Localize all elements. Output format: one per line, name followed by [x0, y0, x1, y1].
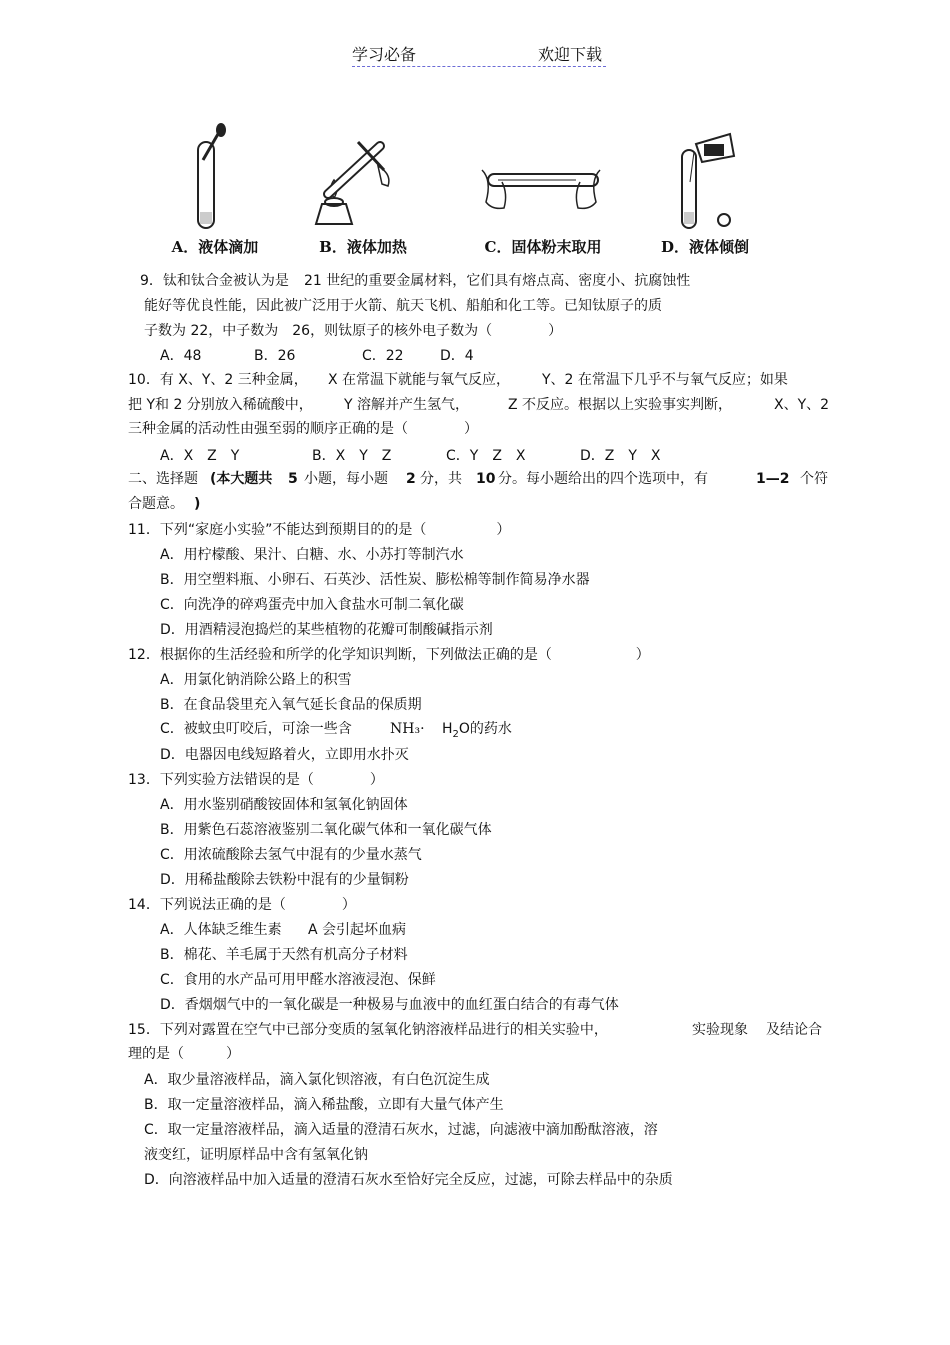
section2-part-b: (本大题共	[210, 471, 273, 487]
q9-option-d: D．4	[440, 348, 474, 364]
q13-option-a: A．用水鉴别硝酸铵固体和氢氧化钠固体	[160, 797, 408, 813]
q11-option-b: B．用空塑料瓶、小卵石、石英沙、活性炭、膨松棉等制作简易净水器	[160, 572, 590, 588]
q12-formula-nh3: NH₃·	[390, 721, 425, 737]
q14-option-a: A．人体缺乏维生素	[160, 922, 282, 938]
q14-option-c: C．食用的水产品可用甲醛水溶液浸泡、保鲜	[160, 972, 436, 988]
q10-line2a: 把 Y和 2 分别放入稀硫酸中，	[128, 397, 313, 413]
q10-line2c: Z 不反应。根据以上实验事实判断，	[508, 397, 733, 413]
lab-figures	[140, 122, 780, 262]
q15-line1a: 15．下列对露置在空气中已部分变质的氢氧化钠溶液样品进行的相关实验中，	[128, 1022, 608, 1038]
q11-option-c: C．向洗净的碎鸡蛋壳中加入食盐水可制二氧化碳	[160, 597, 464, 613]
section2-part-e: 2	[406, 471, 416, 487]
q12-option-c: C．被蚊虫叮咬后，可涂一些含	[160, 721, 352, 737]
section2-line2b: )	[194, 496, 201, 512]
section2-part-j: 个符	[800, 471, 828, 487]
q9-line3: 子数为 22，中子数为 26，则钛原子的核外电子数为（ ）	[144, 323, 563, 339]
powder-scoop-illustration	[468, 122, 618, 234]
header-left: 学习必备	[352, 45, 417, 64]
q15-line1c: 及结论合	[766, 1022, 822, 1038]
section2-part-g: 10	[476, 471, 496, 487]
q10-line1b: X 在常温下就能与氧气反应，	[328, 372, 511, 388]
q14-option-d: D．香烟烟气中的一氧化碳是一种极易与血液中的血红蛋白结合的有毒气体	[160, 997, 619, 1013]
q10-line3: 三种金属的活动性由强至弱的顺序正确的是（ ）	[128, 421, 478, 437]
q10-line1a: 10．有 X、Y、2 三种金属，	[128, 372, 308, 388]
q15-option-d: D．向溶液样品中加入适量的澄清石灰水至恰好完全反应，过滤，可除去样品中的杂质	[144, 1172, 673, 1188]
figure-d-caption: D．液体倾倒	[660, 238, 749, 256]
q9-line2: 能好等优良性能，因此被广泛用于火箭、航天飞机、船舶和化工等。已知钛原子的质	[144, 298, 662, 314]
q11-option-a: A．用柠檬酸、果汁、白糖、水、小苏打等制汽水	[160, 547, 464, 563]
figure-a-caption: A．液体滴加	[171, 238, 259, 256]
header-right: 欢迎下载	[537, 45, 602, 64]
figure-b-caption: B．液体加热	[319, 238, 407, 256]
q10-option-b: B．X Y Z	[312, 448, 392, 464]
q13-option-c: C．用浓硫酸除去氢气中混有的少量水蒸气	[160, 847, 422, 863]
q13-stem: 13．下列实验方法错误的是（ ）	[128, 772, 384, 788]
q12-option-a: A．用氯化钠消除公路上的积雪	[160, 672, 352, 688]
q12-option-c-post: O的药水	[458, 721, 512, 737]
q15-option-c-cont: 液变红，证明原样品中含有氢氧化钠	[144, 1147, 368, 1163]
q12-formula-h: H	[442, 721, 453, 737]
section2-title: 二、选择题	[128, 471, 198, 487]
figure-c	[468, 122, 618, 262]
figure-a	[140, 122, 290, 262]
q15-line1b: 实验现象	[692, 1022, 748, 1038]
q15-option-c: C．取一定量溶液样品，滴入适量的澄清石灰水，过滤，向滤液中滴加酚酞溶液，溶	[144, 1122, 658, 1138]
q15-line2: 理的是（ ）	[128, 1046, 240, 1062]
pouring-liquid-illustration	[630, 122, 780, 234]
section2-part-i: 1—2	[756, 471, 790, 487]
q9-option-b: B．26	[254, 348, 296, 364]
q14-option-b: B．棉花、羊毛属于天然有机高分子材料	[160, 947, 408, 963]
figure-d	[630, 122, 780, 262]
q13-option-d: D．用稀盐酸除去铁粉中混有的少量铜粉	[160, 872, 409, 888]
q14-option-a-tail: A 会引起坏血病	[308, 922, 407, 938]
q10-line2d: X、Y、2	[774, 397, 830, 413]
q9-option-a: A．48	[160, 348, 202, 364]
q9-line1b: 21 世纪的重要金属材料，它们具有熔点高、密度小、抗腐蚀性	[304, 273, 691, 289]
figure-c-caption: C．固体粉末取用	[484, 238, 602, 256]
q14-stem: 14．下列说法正确的是（ ）	[128, 897, 356, 913]
q11-stem: 11．下列“家庭小实验”不能达到预期目的的是（ ）	[128, 522, 511, 538]
heating-liquid-illustration	[288, 122, 438, 234]
q9-line1a: 9．钛和钛合金被认为是	[140, 273, 289, 289]
section2-part-f: 分，共	[420, 471, 462, 487]
q10-line2b: Y 溶解并产生氢气，	[344, 397, 470, 413]
q13-option-b: B．用紫色石蕊溶液鉴别二氧化碳气体和一氧化碳气体	[160, 822, 492, 838]
q10-option-c: C．Y Z X	[446, 448, 526, 464]
q10-option-d: D．Z Y X	[580, 448, 661, 464]
section2-part-h: 分。每小题给出的四个选项中，有	[498, 471, 708, 487]
q10-line1c: Y、2 在常温下几乎不与氧气反应；如果	[542, 372, 788, 388]
q15-option-b: B．取一定量溶液样品，滴入稀盐酸，立即有大量气体产生	[144, 1097, 504, 1113]
dropper-test-tube-illustration	[140, 122, 290, 234]
q12-option-b: B．在食品袋里充入氧气延长食品的保质期	[160, 697, 422, 713]
page-header	[352, 42, 606, 67]
q10-option-a: A．X Z Y	[160, 448, 240, 464]
q11-option-d: D．用酒精浸泡捣烂的某些植物的花瓣可制酸碱指示剂	[160, 622, 493, 638]
q9-option-c: C．22	[362, 348, 404, 364]
q15-option-a: A．取少量溶液样品，滴入氯化钡溶液，有白色沉淀生成	[144, 1072, 490, 1088]
q12-stem: 12．根据你的生活经验和所学的化学知识判断，下列做法正确的是（ ）	[128, 647, 650, 663]
q12-option-c-tail	[442, 719, 512, 745]
q12-formula-sub: 2	[452, 728, 459, 740]
section2-part-d: 小题，每小题	[304, 471, 388, 487]
section2-line2a: 合题意。	[128, 496, 184, 512]
section2-part-c: 5	[288, 471, 298, 487]
q12-option-d: D．电器因电线短路着火，立即用水扑灭	[160, 747, 409, 763]
figure-b	[288, 122, 438, 262]
